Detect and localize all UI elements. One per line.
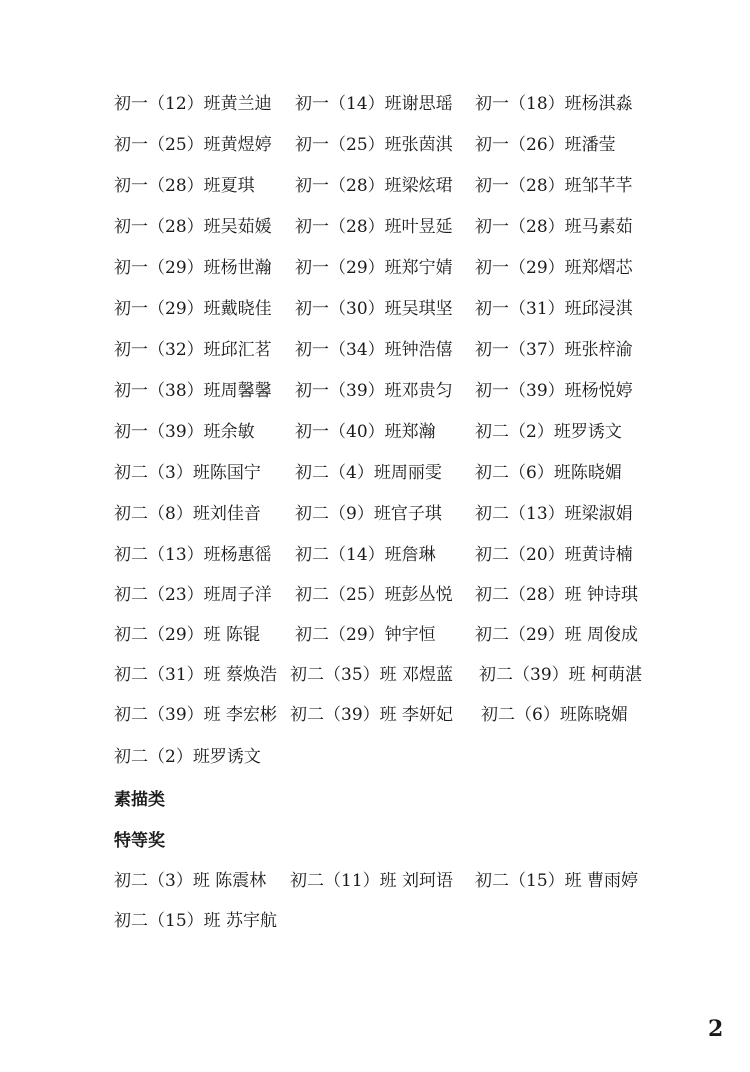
category-heading: 素描类 [114,790,165,810]
winner-entry: 初一（39）班邓贵匀 [295,381,453,401]
winner-row [114,89,674,119]
winner-entry: 初一（29）班郑熠芯 [475,258,633,278]
winner-entry: 初二（2）班罗诱文 [475,422,622,442]
winner-entry: 初一（28）班夏琪 [114,176,255,196]
winner-entry: 初一（32）班邱汇茗 [114,340,272,360]
winner-entry: 初一（18）班杨淇淼 [475,94,633,114]
winner-entry: 初二（29）班 周俊成 [475,625,639,645]
winner-entry: 初二（29）班 陈锟 [114,625,261,645]
winner-entry: 初一（28）班叶昱延 [295,217,453,237]
winner-entry: 初二（25）班彭丛悦 [295,585,453,605]
winner-entry: 初二（35）班 邓煜蓝 [290,665,454,685]
winner-row [114,700,674,730]
winner-entry: 初一（28）班梁炫珺 [295,176,453,196]
winner-row [114,212,674,242]
winner-entry: 初二（11）班 刘珂语 [290,871,454,891]
winner-row [114,335,674,365]
winner-entry: 初一（31）班邱浸淇 [475,299,633,319]
winner-entry: 初一（39）班杨悦婷 [475,381,633,401]
page-number: 2 [708,1016,724,1042]
winner-entry: 初一（28）班邹芊芊 [475,176,633,196]
winner-row [114,417,674,447]
winner-entry: 初一（40）班郑瀚 [295,422,436,442]
winner-entry: 初二（31）班 蔡焕浩 [114,665,278,685]
winner-entry: 初一（25）班黄煜婷 [114,135,272,155]
winner-row [114,130,674,160]
winner-row [114,253,674,283]
winner-entry: 初二（13）班杨惠徭 [114,545,272,565]
winner-entry: 初二（3）班 陈震林 [114,871,267,891]
winner-row [114,499,674,529]
winner-row [114,458,674,488]
winner-row [114,294,674,324]
sketch-winner-row [114,866,674,896]
winner-row [114,660,674,690]
winner-entry: 初二（4）班周丽雯 [295,463,442,483]
award-heading: 特等奖 [114,831,165,851]
winner-entry: 初一（26）班潘莹 [475,135,616,155]
winner-entry: 初一（29）班杨世瀚 [114,258,272,278]
winner-entry: 初二（14）班詹琳 [295,545,436,565]
winner-entry: 初一（38）班周馨馨 [114,381,272,401]
winner-entry: 初一（14）班谢思瑶 [295,94,453,114]
winner-entry: 初二（39）班 李妍妃 [290,705,454,725]
winner-entry: 初一（12）班黄兰迪 [114,94,272,114]
winner-entry: 初一（29）班戴晓佳 [114,299,272,319]
winner-row [114,742,674,772]
winner-entry: 初一（25）班张茵淇 [295,135,453,155]
winner-entry: 初一（39）班余敏 [114,422,255,442]
winner-row [114,376,674,406]
winner-entry: 初一（37）班张梓渝 [475,340,633,360]
winner-entry: 初一（34）班钟浩僖 [295,340,453,360]
winner-entry: 初一（29）班郑宁婧 [295,258,453,278]
winner-entry: 初二（29）钟宇恒 [295,625,436,645]
winner-entry: 初二（39）班 李宏彬 [114,705,278,725]
winner-entry: 初二（39）班 柯萌湛 [479,665,643,685]
winner-entry: 初二（13）班梁淑娟 [475,504,633,524]
winner-entry: 初二（28）班 钟诗琪 [475,585,639,605]
winner-row [114,580,674,610]
winner-entry: 初二（15）班 曹雨婷 [475,871,639,891]
winner-entry: 初二（6）班陈晓媚 [475,463,622,483]
winner-entry: 初一（28）班马素茹 [475,217,633,237]
sketch-winner-row [114,906,674,936]
winner-row [114,540,674,570]
winner-row [114,620,674,650]
winner-entry: 初一（30）班吴琪坚 [295,299,453,319]
winner-entry: 初二（15）班 苏宇航 [114,911,278,931]
winner-entry: 初二（6）班陈晓媚 [481,705,628,725]
winner-entry: 初二（20）班黄诗楠 [475,545,633,565]
winner-row [114,171,674,201]
winner-entry: 初二（23）班周子洋 [114,585,272,605]
winner-entry: 初一（28）班吴茹媛 [114,217,272,237]
winner-entry: 初二（2）班罗诱文 [114,747,261,767]
winner-entry: 初二（3）班陈国宁 [114,463,261,483]
winner-entry: 初二（8）班刘佳音 [114,504,261,524]
winner-entry: 初二（9）班官子琪 [295,504,442,524]
